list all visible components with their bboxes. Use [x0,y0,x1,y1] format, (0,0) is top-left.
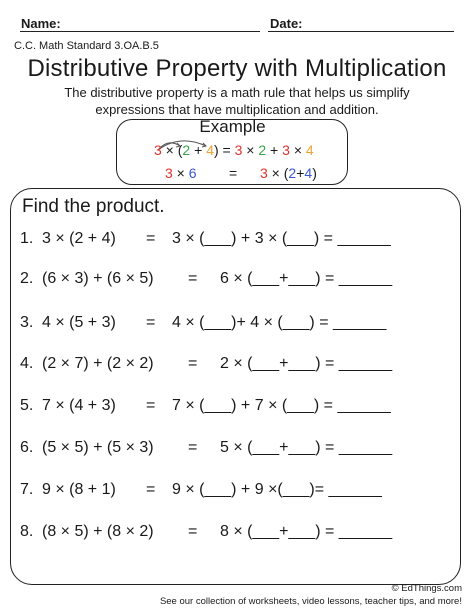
problem-work-blanks[interactable]: 6 × (___+___) = ______ [220,270,393,287]
problem-expression: 7 × (4 + 3) [42,397,116,414]
problem-expression: 9 × (8 + 1) [42,481,116,498]
problem-work-blanks[interactable]: 2 × (___+___) = ______ [220,355,393,372]
example-token: 4 [206,142,214,158]
problem-number: 6. [20,439,34,456]
problem-work-blanks[interactable]: 5 × (___+___) = ______ [220,439,393,456]
example-token: 3 [282,142,290,158]
problem-row [0,355,474,379]
problem-row [0,481,474,505]
problem-equals: = [188,355,198,372]
example-token: 3 [234,142,243,158]
problem-number: 7. [20,481,34,498]
example-token: + [296,165,305,181]
example-token: 3 [154,142,162,158]
example-token: 6 [188,165,197,181]
instructions: Find the product. [22,196,165,217]
example-token: 4 [304,165,313,181]
problem-work-blanks[interactable]: 3 × (___) + 3 × (___) = ______ [172,230,391,247]
problem-work-blanks[interactable]: 8 × (___+___) = ______ [220,523,393,540]
problem-expression: (8 × 5) + (8 × 2) [42,523,154,540]
example-token: + [190,142,207,158]
example-token: × ( [267,165,289,181]
problem-work-blanks[interactable]: 9 × (___) + 9 ×(___)= ______ [172,481,382,498]
example-token: 4 [305,142,314,158]
problem-work-blanks[interactable]: 4 × (___)+ 4 × (___) = ______ [172,314,387,331]
problem-expression: (6 × 3) + (6 × 5) [42,270,154,287]
example-token: 2 [182,142,191,158]
problem-work-blanks[interactable]: 7 × (___) + 7 × (___) = ______ [172,397,391,414]
problem-expression: (5 × 5) + (5 × 3) [42,439,154,456]
problem-equals: = [146,481,156,498]
problem-equals: = [146,397,156,414]
name-line [20,31,260,32]
problem-number: 3. [20,314,34,331]
example-title: Example [199,117,266,136]
example-equals-sign: = [229,165,238,181]
problem-row [0,439,474,463]
problem-number: 8. [20,523,34,540]
standard-label: C.C. Math Standard 3.OA.B.5 [14,40,159,52]
example-equation-1 [154,142,314,158]
problem-number: 1. [20,230,34,247]
example-token: 3 [165,165,173,181]
example-token: 3 [260,165,268,181]
problem-equals: = [188,523,198,540]
example-equation-2-right [260,165,317,181]
example-token: ) [312,165,317,181]
example-token: × [172,165,189,181]
name-label: Name: [21,16,61,31]
problem-row [0,397,474,421]
problem-number: 2. [20,270,34,287]
problem-equals: = [146,230,156,247]
problem-number: 4. [20,355,34,372]
page-title: Distributive Property with Multiplication [27,55,447,82]
example-token: × [242,142,259,158]
problem-equals: = [146,314,156,331]
description: The distributive property is a math rule that helps us simplify expressions that have multiplication and addition. [64,85,410,117]
problem-equals: = [188,439,198,456]
problem-row [0,523,474,547]
date-label: Date: [270,16,303,31]
problem-expression: (2 × 7) + (2 × 2) [42,355,154,372]
copyright: © EdThings.com [391,583,462,594]
problem-number: 5. [20,397,34,414]
example-token: × ( [161,142,183,158]
example-token: 2 [288,165,297,181]
date-line [268,31,454,32]
problem-equals: = [188,270,198,287]
example-token: ) = [213,142,235,158]
problem-expression: 4 × (5 + 3) [42,314,116,331]
example-token: 2 [258,142,267,158]
problem-row [0,230,474,254]
problem-row [0,270,474,294]
example-token: × [289,142,306,158]
example-token: + [266,142,283,158]
footer-promo: See our collection of worksheets, video lessons, teacher tips, and more! [159,596,462,607]
problem-expression: 3 × (2 + 4) [42,230,116,247]
problem-row [0,314,474,338]
example-equation-2-left [165,165,197,181]
